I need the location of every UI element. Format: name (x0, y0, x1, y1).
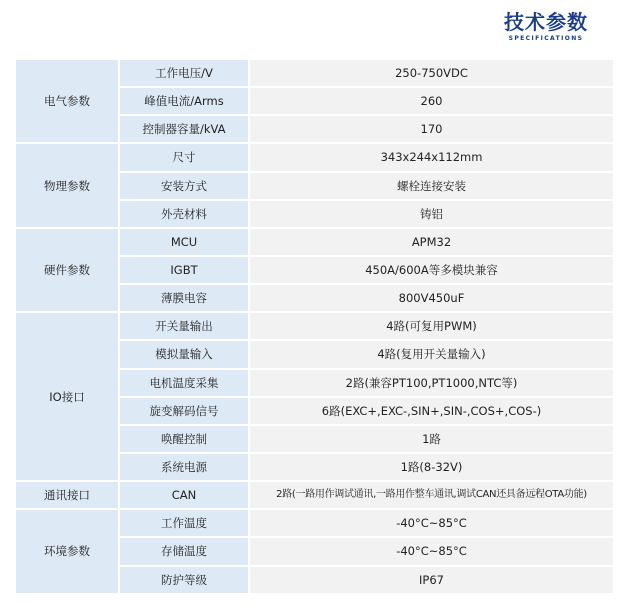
table-row (16, 60, 613, 86)
value-cell: -40°C~85°C (250, 538, 613, 564)
param-cell: 峰值电流/Arms (120, 88, 248, 114)
table-row (16, 144, 613, 170)
value-cell: 343x244x112mm (250, 144, 613, 170)
spec-table (14, 58, 615, 595)
table-row (16, 229, 613, 255)
section-subtitle: SPECIFICATIONS (508, 35, 584, 42)
category-cell: 硬件参数 (16, 229, 118, 311)
value-cell: -40°C~85°C (250, 510, 613, 536)
value-cell: 4路(可复用PWM) (250, 313, 613, 339)
category-cell: 通讯接口 (16, 482, 118, 508)
category-cell: 物理参数 (16, 144, 118, 226)
param-cell: 电机温度采集 (120, 370, 248, 396)
value-cell: APM32 (250, 229, 613, 255)
section-title: 技术参数 (504, 10, 588, 34)
param-cell: MCU (120, 229, 248, 255)
param-cell: 唤醒控制 (120, 426, 248, 452)
param-cell: 系统电源 (120, 454, 248, 480)
param-cell: 开关量输出 (120, 313, 248, 339)
value-cell: 800V450uF (250, 285, 613, 311)
param-cell: CAN (120, 482, 248, 508)
param-cell: 工作温度 (120, 510, 248, 536)
value-cell: 2路(一路用作调试通讯,一路用作整车通讯,调试CAN还具备远程OTA功能) (250, 482, 613, 508)
value-cell: 1路(8-32V) (250, 454, 613, 480)
value-cell: 260 (250, 88, 613, 114)
param-cell: 旋变解码信号 (120, 398, 248, 424)
table-row (16, 510, 613, 536)
value-cell: 1路 (250, 426, 613, 452)
param-cell: 薄膜电容 (120, 285, 248, 311)
section-header (504, 10, 588, 42)
category-cell: 环境参数 (16, 510, 118, 592)
value-cell: 4路(复用开关量输入) (250, 341, 613, 367)
table-row (16, 482, 613, 508)
param-cell: 防护等级 (120, 567, 248, 593)
value-cell: 螺栓连接安装 (250, 173, 613, 199)
param-cell: 安装方式 (120, 173, 248, 199)
value-cell: IP67 (250, 567, 613, 593)
value-cell: 铸铝 (250, 201, 613, 227)
value-cell: 6路(EXC+,EXC-,SIN+,SIN-,COS+,COS-) (250, 398, 613, 424)
param-cell: 模拟量输入 (120, 341, 248, 367)
param-cell: 存储温度 (120, 538, 248, 564)
value-cell: 250-750VDC (250, 60, 613, 86)
category-cell: IO接口 (16, 313, 118, 480)
value-cell: 2路(兼容PT100,PT1000,NTC等) (250, 370, 613, 396)
category-cell: 电气参数 (16, 60, 118, 142)
param-cell: 外壳材料 (120, 201, 248, 227)
param-cell: 工作电压/V (120, 60, 248, 86)
value-cell: 170 (250, 116, 613, 142)
param-cell: IGBT (120, 257, 248, 283)
param-cell: 尺寸 (120, 144, 248, 170)
param-cell: 控制器容量/kVA (120, 116, 248, 142)
value-cell: 450A/600A等多模块兼容 (250, 257, 613, 283)
table-row (16, 313, 613, 339)
